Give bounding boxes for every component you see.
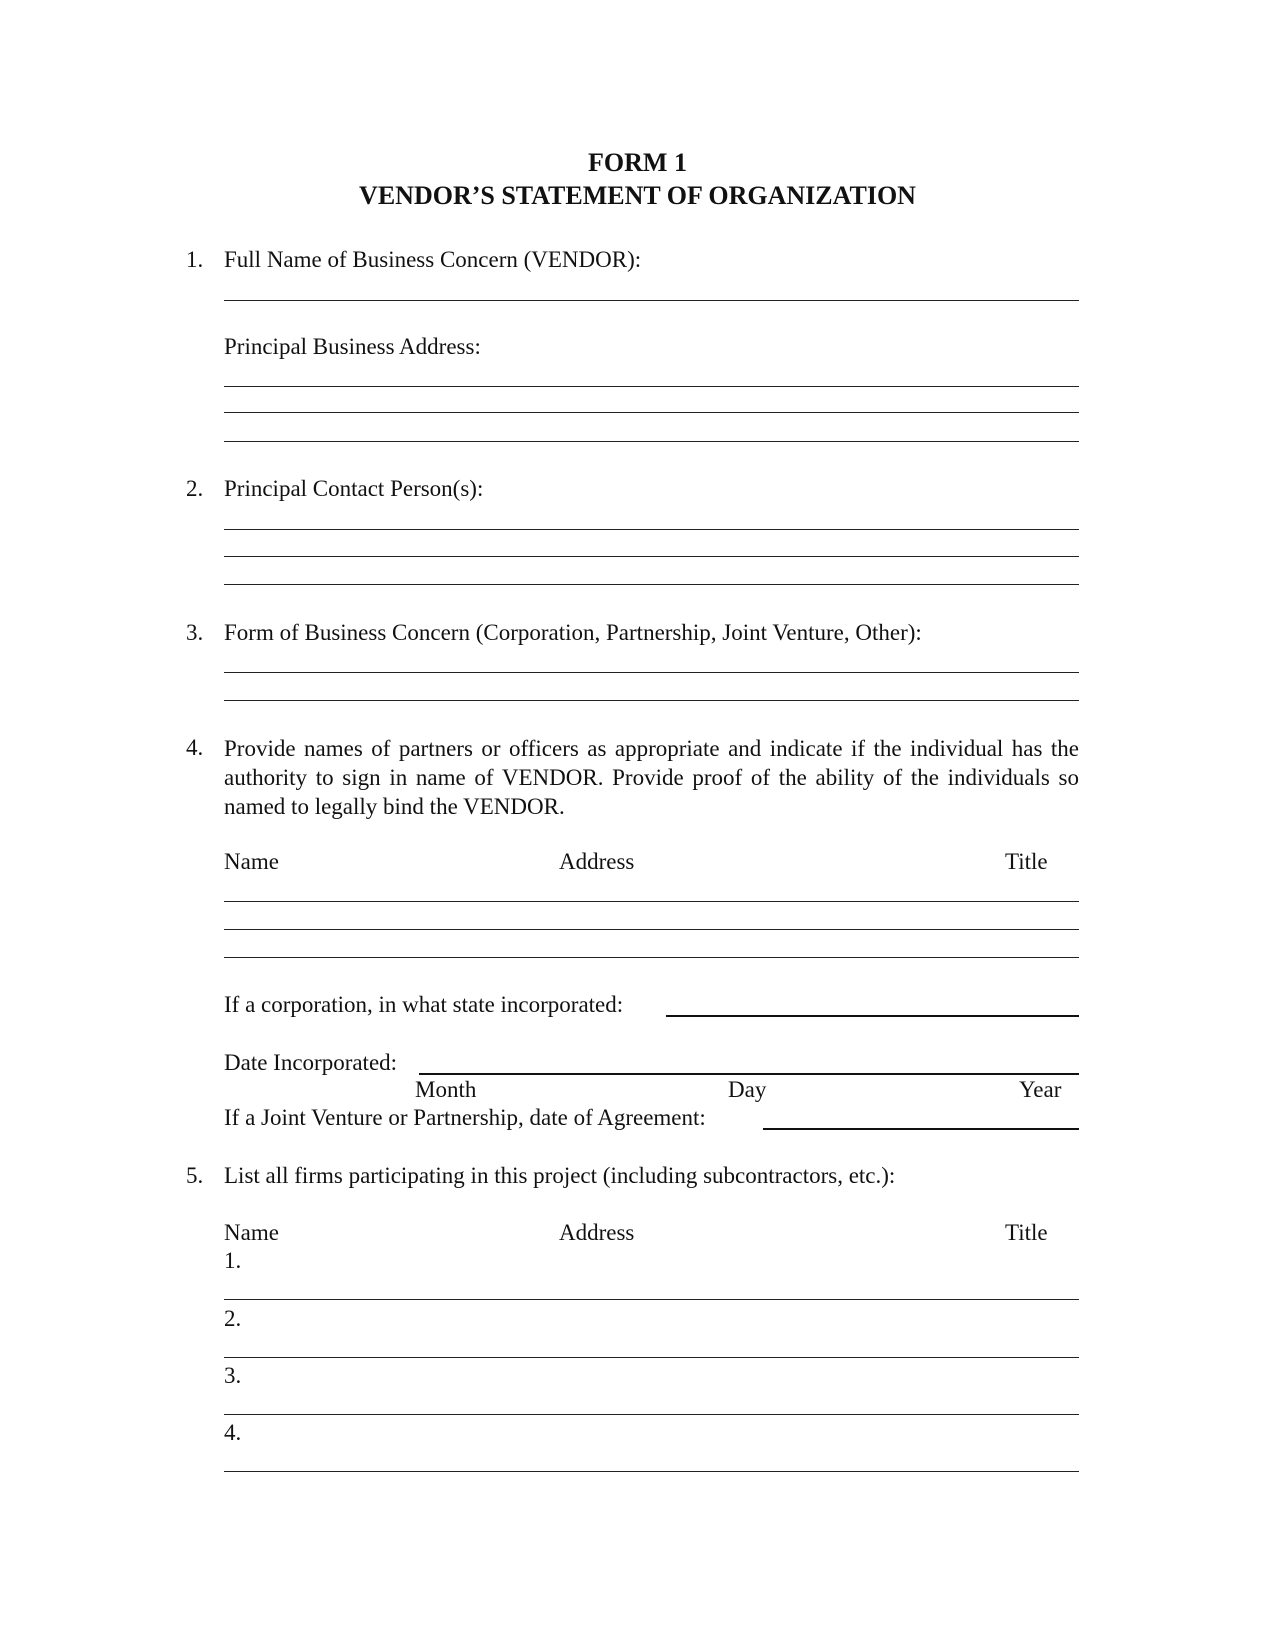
vendor-name-label: Full Name of Business Concern (VENDOR):	[224, 247, 642, 272]
firm-row-line[interactable]	[224, 1414, 1079, 1415]
date-year-label: Year	[1019, 1077, 1062, 1102]
state-incorporated-field[interactable]	[666, 1015, 1079, 1017]
firm-row-number: 3.	[224, 1363, 242, 1388]
contact-person-label: Principal Contact Person(s):	[224, 476, 484, 501]
firms-col-title: Title	[1005, 1220, 1048, 1245]
firm-row-number: 1.	[224, 1248, 242, 1273]
form-number: FORM 1	[588, 148, 687, 177]
business-address-line-3[interactable]	[224, 441, 1079, 442]
partners-line-1[interactable]	[224, 901, 1079, 902]
partners-col-address: Address	[559, 849, 635, 874]
contact-person-line-2[interactable]	[224, 556, 1079, 557]
business-form-line-1[interactable]	[224, 672, 1079, 673]
section-1-number: 1.	[186, 247, 204, 272]
date-day-label: Day	[728, 1077, 767, 1102]
date-incorporated-label: Date Incorporated:	[224, 1050, 398, 1075]
vendor-name-field[interactable]	[224, 300, 1079, 301]
contact-person-line-1[interactable]	[224, 529, 1079, 530]
business-address-label: Principal Business Address:	[224, 334, 481, 359]
form-title: VENDOR’S STATEMENT OF ORGANIZATION	[359, 181, 916, 210]
agreement-date-field[interactable]	[763, 1128, 1079, 1130]
business-form-line-2[interactable]	[224, 700, 1079, 701]
state-incorporated-label: If a corporation, in what state incorporated:	[224, 992, 624, 1017]
business-address-line-2[interactable]	[224, 412, 1079, 413]
firms-col-address: Address	[559, 1220, 635, 1245]
firm-row-line[interactable]	[224, 1299, 1079, 1300]
firm-row-line[interactable]	[224, 1357, 1079, 1358]
section-2-number: 2.	[186, 476, 204, 501]
partners-instructions: Provide names of partners or officers as appropriate and indicate if the individual has the authority to sign in name of VENDOR. Provide proof of the ability of the individuals so named to legally bind the VENDOR.	[224, 736, 1079, 819]
firm-row-number: 2.	[224, 1306, 242, 1331]
date-month-label: Month	[415, 1077, 477, 1102]
section-4-number: 4.	[186, 735, 204, 760]
firm-row-line[interactable]	[224, 1471, 1079, 1472]
contact-person-line-3[interactable]	[224, 584, 1079, 585]
partners-col-title: Title	[1005, 849, 1048, 874]
partners-line-3[interactable]	[224, 957, 1079, 958]
partners-line-2[interactable]	[224, 929, 1079, 930]
section-5-number: 5.	[186, 1163, 204, 1188]
firms-col-name: Name	[224, 1220, 279, 1245]
agreement-date-label: If a Joint Venture or Partnership, date of Agreement:	[224, 1105, 706, 1130]
date-incorporated-field[interactable]	[419, 1073, 1079, 1075]
business-address-line-1[interactable]	[224, 386, 1079, 387]
section-3-number: 3.	[186, 620, 204, 645]
firm-row-number: 4.	[224, 1420, 242, 1445]
participating-firms-label: List all firms participating in this project (including subcontractors, etc.):	[224, 1163, 896, 1188]
business-form-label: Form of Business Concern (Corporation, Partnership, Joint Venture, Other):	[224, 620, 922, 645]
partners-col-name: Name	[224, 849, 279, 874]
